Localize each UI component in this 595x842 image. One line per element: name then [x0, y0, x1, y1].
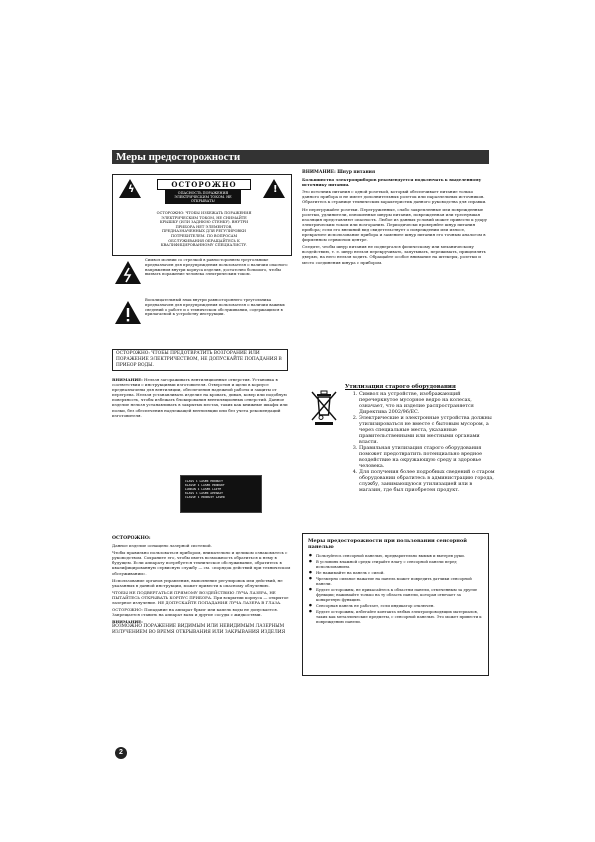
laser-label-line: CLASS 1 LASER PRODUCT: [185, 479, 223, 483]
laser-label-line: CLASSE 1 PRODUIT LASER: [185, 495, 225, 499]
laser-p6-title: ВНИМАНИЕ:: [112, 619, 143, 625]
exclamation-symbol-text: Восклицательный знак внутри равностороннего треугольника предназначен для предупреждения пользователя о наличии важных сведений о работе и о техническом обслуживании, содержащихся в прилагаемой к устройству инструкции.: [145, 297, 285, 317]
list-item: 4. Для получения более подробных сведений о старом оборудовании обратитесь в администрацию города, службу, занимающуюся утилизацией или в магазин, где был приобретен продукт.: [359, 469, 495, 493]
power-p3: Следите, чтобы шнур питания не подвергался физическому или механическому воздействию, т. е. шнур нельзя перекручивать, запутывать, пережимать, прищемлять дверью, на него нельзя ходить. Обращайте особое внимание на штекеры, розетки и место соединения шнура с прибором.: [302, 244, 486, 265]
recycling-title: Утилизация старого оборудования: [345, 384, 456, 390]
lightning-triangle-icon: [114, 260, 142, 285]
exclamation-triangle-icon: [114, 300, 142, 325]
list-item: ● В условиях влажной среды стирайте влагу с сенсорной панели перед использованием.: [316, 559, 483, 569]
recycling-section: [345, 384, 495, 493]
list-item: ● Чрезмерно сильное нажатие на панель может повредить датчики сенсорной панели.: [316, 576, 483, 586]
list-item: ● Пользуйтесь сенсорной панелью, предварительно вымыв и вытерев руки.: [316, 553, 483, 558]
caution-box: [112, 174, 292, 256]
caution-title: ОСТОРОЖНО: [157, 179, 251, 190]
laser-p6: ВОЗМОЖНО ПОРАЖЕНИЕ ВИДИМЫМ ИЛИ НЕВИДИМЫМ ЛАЗЕРНЫМ ИЗЛУЧЕНИЕМ ВО ВРЕМЯ ОТКРЫВАНИЯ ИЛИ ЗАКРЫВАНИЯ ИЗДЕЛИЯ: [112, 624, 286, 635]
laser-label-line: KLASS 1 LASER APPARAT: [185, 491, 223, 495]
fire-warning-box: ОСТОРОЖНО: ЧТОБЫ ПРЕДОТВРАТИТЬ ВОЗГОРАНИЕ ИЛИ ПОРАЖЕНИЕ ЭЛЕКТРИЧЕСТВОМ, НЕ ДОПУСКАЙТЕ ПОПАДАНИЯ В ПРИБОР ВОДЫ.: [112, 349, 288, 371]
ventilation-section: [112, 377, 292, 420]
page-number: 2: [115, 747, 127, 759]
crossed-bin-icon: [309, 388, 339, 426]
laser-p2: Чтобы правильно пользоваться прибором, внимательно и целиком ознакомьтесь с руководством. Сохраните его, чтобы иметь возможность обратиться к нему в будущем. Если аппарату потребуется техническое обслуживание, обратитесь в квалифицированную сервисную службу — см. «порядок действий при техническом обслуживании».: [112, 550, 291, 576]
list-item: 1. Символ на устройстве, изображающий перечеркнутое мусорное ведро на колесах, означает, что на изделие распространяется Директива 2002/96/EC.: [359, 391, 495, 415]
laser-label: [180, 475, 262, 513]
power-section: [302, 170, 489, 267]
list-item: 3. Правильная утилизация старого оборудования поможет предотвратить потенциально вредное воздействие на окружающую среду и здоровье человека.: [359, 445, 495, 469]
laser-label-line: KLASSE 1 LASER PRODUKT: [185, 483, 225, 487]
laser-section: [112, 536, 292, 637]
laser-p4: ЧТОБЫ НЕ ПОДВЕРГАТЬСЯ ПРЯМОМУ ВОЗДЕЙСТВИЮ ЛУЧА ЛАЗЕРА, НЕ ПЫТАЙТЕСЬ ОТКРЫВАТЬ КОРПУС ПРИБОРА. При вскрытии корпуса — открытое лазерное излучение. НЕ ДОПУСКАЙТЕ ПОПАДАНИЯ ЛУЧА ЛАЗЕРА В ГЛАЗА.: [112, 589, 289, 606]
laser-p3: Использование органов управления, выполнение регулировок или действий, не указанных в данной инструкции, может привести к опасному облучению.: [112, 577, 283, 588]
laser-p5: ОСТОРОЖНО: Попадание на аппарат брызг или капель воды не допускается. Запрещается ставить на аппарат вазы и другие сосуды с жидкостями.: [112, 607, 279, 618]
touch-panel-title: Меры предосторожности при пользовании сенсорной панелью: [308, 538, 467, 550]
ventilation-text: Нельзя загораживать вентиляционные отверстия. Установка в соответствии с инструкциями изготовителя. Отверстия и щели в корпусе предназначены для вентиляции, обеспечения надежной работы и защиты от перегрева. Нельзя устанавливать изделие на кровать, диван, ковер или подобную поверхность, чтобы избежать блокирования вентиляционных отверстий. Данное изделие нельзя устанавливать в закрытых местах, таких как книжные шкафы или полки, без обеспечения надлежащей вентиляции или без учета рекомендаций изготовителя.: [112, 377, 288, 418]
list-item: ● Не нажимайте на панель с силой.: [316, 570, 483, 575]
caution-text: ОСТОРОЖНО: ЧТОБЫ ИЗБЕЖАТЬ ПОРАЖЕНИЯ ЭЛЕКТРИЧЕСКИМ ТОКОМ, НЕ СНИМАЙТЕ КРЫШКУ (ИЛИ ЗАДНЮЮ СТЕНКУ). ВНУТРИ ПРИБОРА НЕТ ЭЛЕМЕНТОВ, ПРЕДНАЗНАЧЕННЫХ ДЛЯ РЕГУЛИРОВКИ ПОТРЕБИТЕЛЕМ. ПО ВОПРОСАМ ОБСЛУЖИВАНИЯ ОБРАЩАЙТЕСЬ К КВАЛИФИЦИРОВАННОМУ СПЕЦИАЛИСТУ.: [156, 211, 252, 248]
exclamation-warning-icon: !: [263, 179, 285, 198]
power-p2: Не перегружайте розетки. Перегруженные, слабо закрепленные или поврежденные розетки, удлинители, изношенные шнуры питания, поврежденная или треснувшая изоляция представляют опасность. Любое из данных условий может привести к удару электрическим током или возгоранию. Периодически проверяйте шнур питания прибора; если его внешний вид свидетельствует о повреждении или износе, прекратите использование прибора и замените шнур питания его точным аналогом в фирменном сервисном центре.: [302, 206, 488, 243]
laser-label-line: LUOKAN 1 LASER LAITE: [185, 487, 222, 491]
lightning-symbol-text: Символ молнии со стрелкой в равностороннем треугольнике предназначен для предупреждения пользователя о наличии опасного напряжения внутри корпуса изделия, достаточно большого, чтобы вызвать поражение человека электрическим током.: [145, 257, 288, 277]
list-item: ● Будьте осторожны, не прикасайтесь к областям панели, отмеченным за другие функции; нажимайте только на ту область панели, которая отвечает за конкретную функцию.: [316, 587, 483, 602]
power-title: ВНИМАНИЕ: Шнур питания: [302, 170, 376, 175]
caution-subtitle: ОПАСНОСТЬ ПОРАЖЕНИЯ ЭЛЕКТРИЧЕСКИМ ТОКОМ. НЕ ОТКРЫВАТЬ!: [165, 190, 241, 204]
power-p1: Это источник питания с одной розеткой, который обеспечивает питание только данного прибора и не имеет дополнительных розеток или параллельных источников. Обратитесь к странице технических характеристик данного руководства для справки.: [302, 189, 487, 205]
ventilation-title: ВНИМАНИЕ:: [112, 377, 143, 382]
laser-p1: Данное изделие оснащено лазерной системой.: [112, 543, 212, 549]
page-title: Меры предосторожности: [112, 150, 489, 164]
laser-title: ОСТОРОЖНО:: [112, 536, 151, 541]
lightning-warning-icon: ϟ: [119, 179, 141, 198]
touch-panel-box: [302, 533, 489, 676]
list-item: ● Будьте осторожны, избегайте контакта любых электропроводящих материалов, таких как металлические предметы, с сенсорной панелью. Это может привести к повреждению панели.: [316, 609, 483, 624]
power-subtitle: Большинство электроприборов рекомендуется подключать к выделенному источнику питания.: [302, 177, 482, 188]
list-item: ● Сенсорная панель не работает, если индикатор отключен.: [316, 603, 483, 608]
list-item: 2. Электрические и электронные устройства должны утилизироваться не вместе с бытовым мусором, а через специальные места, указанные правительственными или местными органами власти.: [359, 415, 495, 445]
